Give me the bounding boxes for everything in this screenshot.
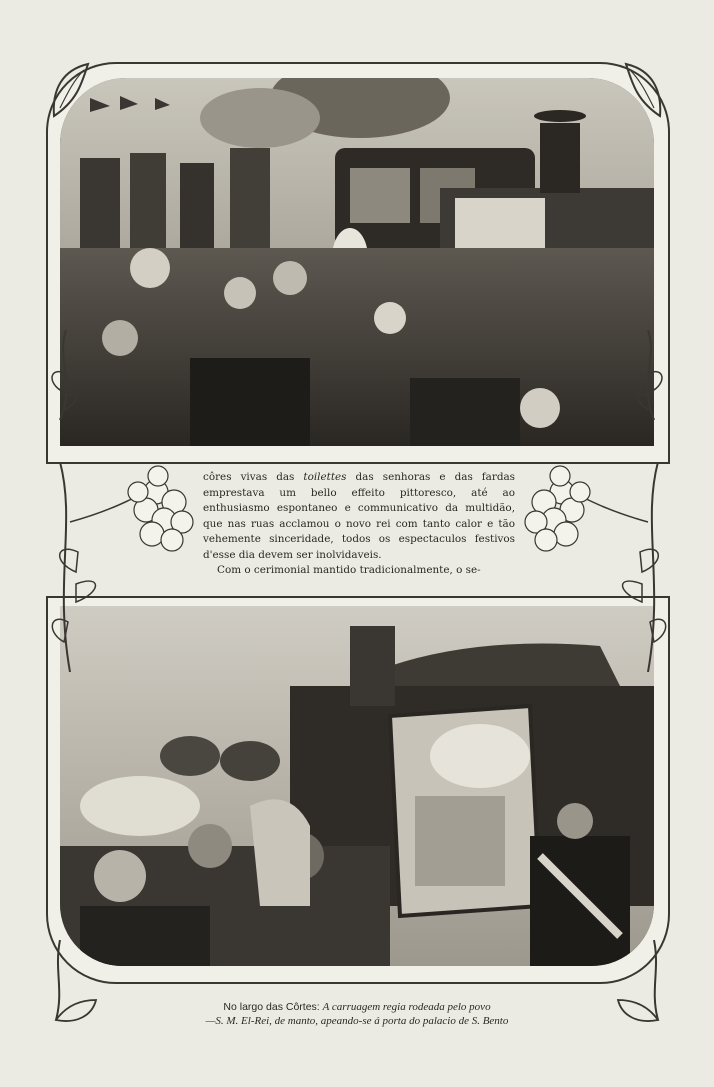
caption-line-1-italic: A carruagem regia rodeada pelo povo bbox=[322, 1001, 491, 1013]
left-hydrangea-ornament bbox=[46, 462, 196, 672]
article-text-italic-word: toilettes bbox=[303, 471, 347, 483]
article-text-start: côres vivas das bbox=[203, 471, 304, 483]
caption-line-2 bbox=[90, 1014, 624, 1028]
caption-lead: No largo das Côrtes: bbox=[223, 1001, 323, 1013]
top-photo-royal-carriage-procession bbox=[60, 78, 654, 446]
article-text-rest: emprestava um bello effeito pittoresco, até ao enthusiasmo espontaneo e communicativo da multidão, que nas ruas acclamou o novo rei com tanto calor e tão vehemente sinceridade, todos os espectaculos festivos d'esse dia devem ser inolvidaveis. bbox=[203, 486, 515, 561]
photo-caption bbox=[90, 1000, 624, 1028]
left-vine-ornament-top bbox=[46, 330, 86, 430]
top-left-leaf-ornament bbox=[48, 60, 104, 120]
top-photo-illustration bbox=[60, 78, 654, 446]
right-hydrangea-ornament bbox=[522, 462, 672, 672]
caption-line-2-italic: —S. M. El-Rei, de manto, apeando-se á porta do palacio de S. Bento bbox=[205, 1015, 509, 1027]
article-paragraph-2: Com o cerimonial mantido tradicionalmente, o se- bbox=[217, 564, 481, 576]
caption-line-1 bbox=[90, 1000, 624, 1014]
top-right-leaf-ornament bbox=[610, 60, 666, 120]
article-text-continued: das senhoras e das fardas bbox=[346, 471, 515, 483]
right-vine-ornament-top bbox=[628, 330, 668, 430]
article-paragraph-1 bbox=[203, 470, 515, 563]
article-text bbox=[203, 470, 515, 579]
